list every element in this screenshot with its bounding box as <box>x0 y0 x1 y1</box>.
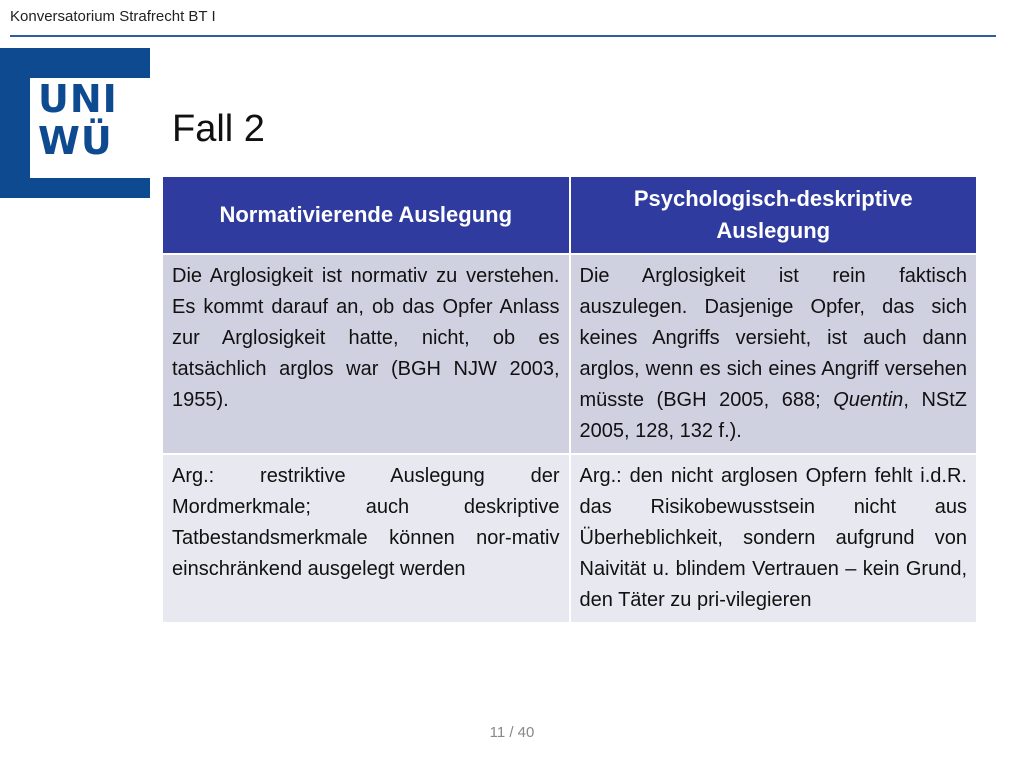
page-indicator: 11 / 40 <box>489 724 535 741</box>
header-divider <box>10 35 996 37</box>
cell-text: Die Arglosigkeit ist rein faktisch auszulegen. Dasjenige Opfer, das sich keines Angriffs versieht, ist auch dann arglos, wenn es sich eines Angriff versehen müsste (BGH 2005, 688; <box>579 265 967 411</box>
comparison-table <box>161 175 978 624</box>
table-cell: Arg.: den nicht arglosen Opfern fehlt i.d.R. das Risikobewusstsein nicht aus Überheblichkeit, sondern aufgrund von Naivität u. blindem Vertrauen – kein Grund, den Täter zu pri-vilegieren <box>571 455 977 622</box>
table-row <box>163 255 976 453</box>
cell-text: , NStZ 2005, 128, 132 f.). <box>579 389 968 442</box>
table-cell: Die Arglosigkeit ist normativ zu verstehen. Es kommt darauf an, ob das Opfer Anlass zur Arglosigkeit hatte, nicht, ob es tatsächlich arglos war (BGH NJW 2003, 1955). <box>163 255 569 453</box>
slide-title: Fall 2 <box>172 108 265 150</box>
column-header-psychologisch: Psychologisch-deskriptive Auslegung <box>571 177 977 253</box>
table-header-row <box>163 177 976 253</box>
table-row <box>163 455 976 622</box>
logo-line-2: WÜ <box>38 119 113 163</box>
logo-text <box>38 78 118 162</box>
cell-text-italic: Quentin <box>833 389 904 411</box>
university-logo <box>0 48 150 198</box>
logo-line-1: UNI <box>38 77 118 121</box>
header-title: Konversatorium Strafrecht BT I <box>10 8 216 25</box>
column-header-normativ: Normativierende Auslegung <box>163 177 569 253</box>
table-cell: Arg.: restriktive Auslegung der Mordmerkmale; auch deskriptive Tatbestandsmerkmale können nor-mativ einschränkend ausgelegt werden <box>163 455 569 622</box>
table-cell <box>571 255 977 453</box>
